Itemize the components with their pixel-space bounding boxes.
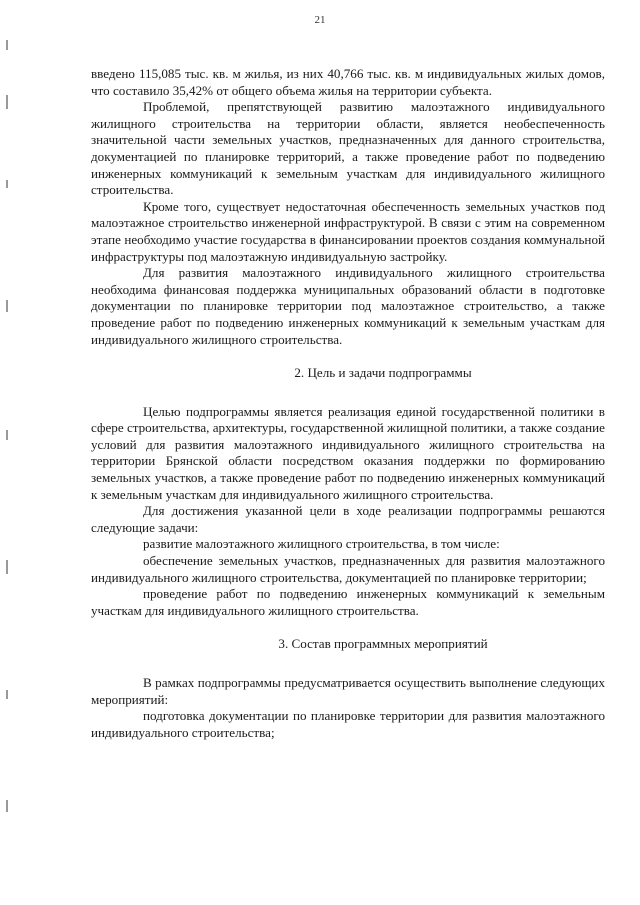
paragraph: подготовка документации по планировке территории для развития малоэтажного индивидуального строительства; [91,708,605,740]
paragraph: Для достижения указанной цели в ходе реализации подпрограммы решаются следующие задачи: [91,503,605,535]
paragraph: обеспечение земельных участков, предназначенных для развития малоэтажного индивидуального жилищного строительства, документацией по планировке территории; [91,553,605,585]
paragraph: введено 115,085 тыс. кв. м жилья, из них 40,766 тыс. кв. м индивидуальных жилых домов, что составило 35,42% от общего объема жилья на территории субъекта. [91,66,605,98]
paragraph: Целью подпрограммы является реализация единой государственной политики в сфере строительства, архитектуры, государственной жилищной политики, а также создание условий для развития малоэтажного индивидуального жилищного строительства на территории Брянской области посредством оказания поддержки по формированию земельных участков, а также проведение работ по подведению инженерных коммуникаций к земельным участкам для индивидуального жилищного строительства. [91,403,605,502]
section-heading: 3. Состав программных мероприятий [278,636,488,652]
paragraph: Для развития малоэтажного индивидуального жилищного строительства необходима финансовая поддержка муниципальных образований области в подготовке документации по планировке территории под малоэтажное строительство, а также проведение работ по подведению инженерных коммуникаций к земельным участкам для индивидуального жилищного строительства. [91,265,605,347]
paragraph: Кроме того, существует недостаточная обеспеченность земельных участков под малоэтажное строительство инженерной инфраструктурой. В связи с этим на современном этапе необходимо участие государства в финансировании проектов создания коммунальной инфраструктуры под малоэтажную индивидуальную застройку. [91,198,605,264]
paragraph: проведение работ по подведению инженерных коммуникаций к земельным участкам для индивидуального жилищного строительства. [91,586,605,618]
document-body [91,66,605,741]
paragraph: В рамках подпрограммы предусматривается осуществить выполнение следующих мероприятий: [91,675,605,707]
page-number: 21 [314,14,326,26]
binding-edge-marks [6,0,12,905]
section-heading: 2. Цель и задачи подпрограммы [294,365,472,381]
paragraph: развитие малоэтажного жилищного строительства, в том числе: [143,536,500,552]
paragraph: Проблемой, препятствующей развитию малоэтажного индивидуального жилищного строительства на территории области, является необеспеченность значительной части земельных участков, предназначенных для данного строительства, документацией по планировке территорий, а также проведение работ по подведению инженерных коммуникаций к земельным участкам для индивидуального жилищного строительства. [91,99,605,198]
